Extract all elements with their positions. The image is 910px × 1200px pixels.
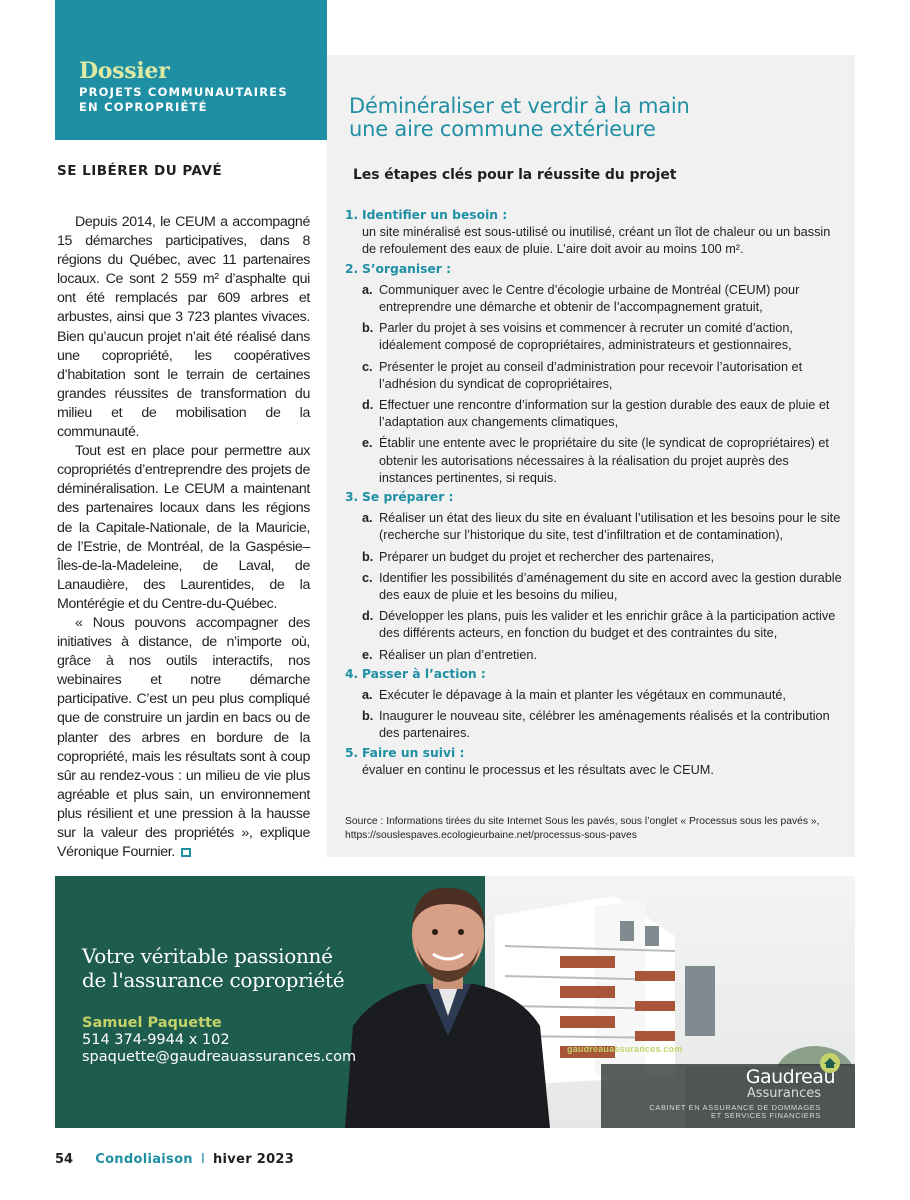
paragraph: Tout est en place pour permettre aux copropriétés d’entreprendre des projets de déminéralisation. Le CEUM a maintenant des partenaires locaux dans les régions de la Capitale-Nationale, de la Mauricie, de l’Estrie, de Montréal, de la Gaspésie–Îles-de-la-Madeleine, de Laval, de Lanaudière, des Laurentides, de la Montérégie et du Centre-du-Québec. — [57, 443, 310, 612]
paragraph: « Nous pouvons accompagner des initiatives à distance, de n’importe où, grâce à nos outils interactifs, nos webinaires et notre démarche participative. C’est un peu plus compliqué que de construire un jardin en bacs ou de planter des arbres en bordure de la copropriété, mais les résultats sont à coup sûr au rendez-vous : un milieu de vie plus agréable et plus sain, un environnement plus résilient et une pression à la hausse sur la valeur des propriétés », explique Véronique Fournier. — [57, 614, 310, 861]
source-link[interactable]: https://souslespaves.ecologieurbaine.net/processus-sous-paves — [345, 830, 637, 841]
source-note: Source : Informations tirées du site Internet Sous les pavés, sous l’onglet « Processus sous les pavés », https://souslespaves.ecologieurbaine.net/processus-sous-paves — [345, 815, 845, 843]
footer-separator: I — [201, 1152, 205, 1167]
section-subtitle: PROJETS COMMUNAUTAIRES EN COPROPRIÉTÉ — [79, 85, 288, 114]
step-item: 5. Faire un suivi : évaluer en continu le processus et les résultats avec le CEUM. — [345, 745, 714, 777]
ad-website-link[interactable]: gaudreauassurances.com — [567, 1044, 683, 1054]
sub-step: a. Communiquer avec le Centre d’écologie urbaine de Montréal (CEUM) pour entreprendre une démarche et obtenir de l’accompagnement gratuit, — [362, 282, 800, 315]
dossier-header — [55, 0, 327, 140]
magazine-name: Condoliaison — [95, 1152, 193, 1167]
paragraph: Depuis 2014, le CEUM a accompagné 15 démarches participatives, dans 8 régions du Québec, avec 11 partenaires locaux. Ce sont 2 559 m² d’asphalte qui ont été remplacés par 609 arbres et arbustes, ainsi que 3 723 plantes vivaces. Bien qu’aucun projet n’ait été réalisé dans une copropriété, les coopératives d’habitation sont le terrain de certaines grandes réussites de transformation du milieu et de mobilisation de la communauté. — [57, 214, 310, 441]
advertisement[interactable] — [55, 876, 855, 1128]
sub-step: a. Exécuter le dépavage à la main et planter les végétaux en communauté, — [362, 688, 786, 703]
page-footer — [55, 1152, 294, 1167]
sub-step: e. Réaliser un plan d’entretien. — [362, 647, 537, 662]
step-item: 1. Identifier un besoin : un site minéralisé est sous-utilisé ou inutilisé, créant un îlot de chaleur ou un bassin de refoulement des eaux de pluie. L’aire doit avoir au moins 100 m². — [345, 208, 831, 257]
article-heading: SE LIBÉRER DU PAVÉ — [57, 163, 223, 179]
step-item: 3. Se préparer : a. Réaliser un état des lieux du site en évaluant l’utilisation et les besoins pour le site (recherche sur l’historique du site, test d’infiltration et de contamination), b. Préparer un budget du projet et rechercher des partenaires, c. Identifier les possibilités d’aménagement du site en accord avec la gestion durable des eaux de pluie et les besoins du milieu, d. Développer les plans, puis les valider et les enrichir grâce à la participation active des différents acteurs, en fonction du budget et des contraintes du site, e. Réaliser un plan d’entretien. — [345, 489, 845, 664]
sub-step: d. Effectuer une rencontre d’information sur la gestion durable des eaux de pluie et l’adaptation aux changements climatiques, — [362, 398, 830, 430]
sub-step: c. Présenter le projet au conseil d’administration pour recevoir l’autorisation et l’adhésion du syndicat de copropriétaires, — [362, 359, 803, 391]
contact-email[interactable]: spaquette@gaudreauassurances.com — [82, 1049, 357, 1065]
sub-step: d. Développer les plans, puis les valider et les enrichir grâce à la participation active des différents acteurs, en fonction du budget et des contraintes du site, — [362, 609, 836, 641]
steps-list — [345, 207, 845, 781]
contact-phone[interactable]: 514 374-9944 x 102 — [82, 1032, 230, 1048]
ad-headline: Votre véritable passionné de l'assurance copropriété — [82, 944, 345, 992]
brand-subtitle: Assurances — [746, 1086, 821, 1101]
end-of-article-icon — [181, 848, 191, 857]
sub-step: c. Identifier les possibilités d’aménagement du site en accord avec la gestion durable des eaux de pluie et les besoins du milieu, — [362, 570, 842, 603]
box-subtitle: Les étapes clés pour la réussite du projet — [353, 167, 677, 183]
sub-step: b. Inaugurer le nouveau site, célébrer les aménagements réalisés et la contribution des partenaires. — [362, 709, 830, 741]
sidebar-box — [327, 55, 855, 857]
brand-block — [601, 1064, 855, 1128]
sub-step: e. Établir une entente avec le propriétaire du site (le syndicat de copropriétaires) et obtenir les autorisations nécessaires à la réalisation du projet auprès des instances pertinentes, si requis. — [362, 436, 829, 485]
sub-step: a. Réaliser un état des lieux du site en évaluant l’utilisation et les besoins pour le site (recherche sur l’historique du site, test d’infiltration et de contamination), — [362, 511, 841, 543]
brand-name: Gaudreau — [745, 1066, 835, 1088]
step-item: 4. Passer à l’action : a. Exécuter le dépavage à la main et planter les végétaux en communauté, b. Inaugurer le nouveau site, célébrer les aménagements réalisés et la contribution des partenaires. — [345, 666, 845, 743]
issue-label: hiver 2023 — [213, 1152, 295, 1167]
page-number: 54 — [55, 1152, 74, 1167]
step-item: 2. S’organiser : a. Communiquer avec le Centre d’écologie urbaine de Montréal (CEUM) pour entreprendre une démarche et obtenir de l’accompagnement gratuit, b. Parler du projet à ses voisins et commencer à recruter un comité d’action, idéalement composé de copropriétaires, administrateurs et gestionnaires, c. Présenter le projet au conseil d’administration pour recevoir l’autorisation et l’adhésion du syndicat de copropriétaires, d. Effectuer une rencontre d’information sur la gestion durable des eaux de pluie et l’adaptation aux changements climatiques, e. Établir une entente avec le propriétaire du site (le syndicat de copropriétaires) et obtenir les autorisations nécessaires à la réalisation du projet auprès des instances pertinentes, si requis. — [345, 261, 845, 487]
sub-step: b. Préparer un budget du projet et rechercher des partenaires, — [362, 549, 715, 564]
article-body — [57, 213, 310, 862]
section-label: Dossier — [79, 58, 170, 84]
contact-name: Samuel Paquette — [82, 1015, 222, 1031]
brand-tagline: CABINET EN ASSURANCE DE DOMMAGES ET SERVICES FINANCIERS — [649, 1103, 821, 1120]
box-title: Déminéraliser et verdir à la main une aire commune extérieure — [349, 94, 690, 141]
sub-step: b. Parler du projet à ses voisins et commencer à recruter un comité d’action, idéalement composé de copropriétaires, administrateurs et gestionnaires, — [362, 321, 793, 353]
